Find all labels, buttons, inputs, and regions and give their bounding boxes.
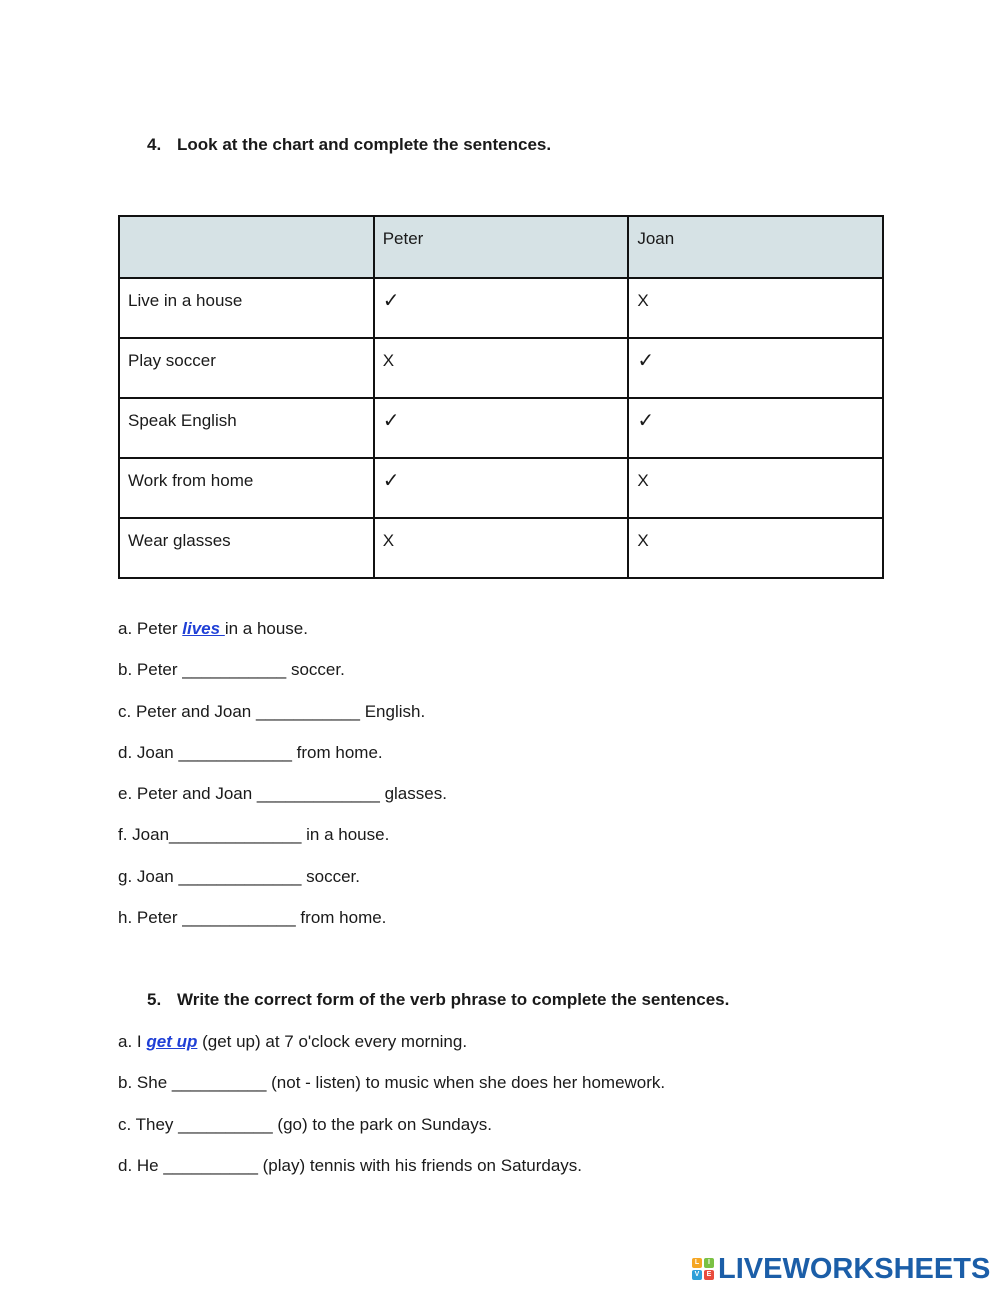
joan-mark: X xyxy=(628,458,883,518)
sentence-text: (get up) at 7 o'clock every morning. xyxy=(197,1032,468,1051)
sentence-5c[interactable]: c. They __________ (go) to the park on Sundays. xyxy=(118,1115,492,1134)
row-label: Speak English xyxy=(119,398,374,458)
joan-mark: ✓ xyxy=(628,338,883,398)
exercise-title: Look at the chart and complete the sentences. xyxy=(177,135,552,154)
peter-mark: X xyxy=(374,518,629,578)
exercise-5-heading xyxy=(147,990,729,1010)
peter-mark: X xyxy=(374,338,629,398)
row-label: Live in a house xyxy=(119,278,374,338)
peter-mark: ✓ xyxy=(374,278,629,338)
answer-field[interactable]: lives xyxy=(182,619,225,638)
table-header-row xyxy=(119,216,883,278)
sentence-4g[interactable]: g. Joan _____________ soccer. xyxy=(118,867,360,886)
table-row xyxy=(119,458,883,518)
logo-text: LIVEWORKSHEETS xyxy=(718,1253,991,1285)
answer-field[interactable]: get up xyxy=(146,1032,198,1051)
table-row xyxy=(119,338,883,398)
logo-icon xyxy=(692,1258,714,1280)
header-cell-empty xyxy=(119,216,374,278)
table-row xyxy=(119,278,883,338)
chart-table xyxy=(118,215,884,579)
joan-mark: X xyxy=(628,518,883,578)
row-label: Play soccer xyxy=(119,338,374,398)
sentence-text: in a house. xyxy=(224,619,308,638)
logo-letter: L xyxy=(692,1258,702,1268)
sentence-text: a. Peter xyxy=(118,619,183,638)
logo-letter: I xyxy=(704,1258,714,1268)
sentence-4a xyxy=(118,619,308,639)
peter-mark: ✓ xyxy=(374,398,629,458)
exercise-title: Write the correct form of the verb phrase to complete the sentences. xyxy=(177,990,730,1009)
header-cell-peter: Peter xyxy=(374,216,629,278)
exercise-number: 5. xyxy=(147,990,162,1009)
sentence-text: a. I xyxy=(118,1032,147,1051)
sentence-5a xyxy=(118,1032,467,1052)
row-label: Work from home xyxy=(119,458,374,518)
sentence-4c[interactable]: c. Peter and Joan ___________ English. xyxy=(118,702,426,721)
exercise-number: 4. xyxy=(147,135,162,154)
row-label: Wear glasses xyxy=(119,518,374,578)
joan-mark: X xyxy=(628,278,883,338)
sentence-5d[interactable]: d. He __________ (play) tennis with his friends on Saturdays. xyxy=(118,1156,582,1175)
sentence-4d[interactable]: d. Joan ____________ from home. xyxy=(118,743,383,762)
sentence-4e[interactable]: e. Peter and Joan _____________ glasses. xyxy=(118,784,447,803)
liveworksheets-logo xyxy=(692,1254,990,1284)
sentence-4f[interactable]: f. Joan______________ in a house. xyxy=(118,825,390,844)
sentence-4b[interactable]: b. Peter ___________ soccer. xyxy=(118,660,345,679)
sentence-5b[interactable]: b. She __________ (not - listen) to music when she does her homework. xyxy=(118,1073,666,1092)
table-row xyxy=(119,518,883,578)
logo-letter: V xyxy=(692,1270,702,1280)
exercise-4-heading xyxy=(147,135,551,155)
joan-mark: ✓ xyxy=(628,398,883,458)
sentence-4h[interactable]: h. Peter ____________ from home. xyxy=(118,908,387,927)
table-row xyxy=(119,398,883,458)
header-cell-joan: Joan xyxy=(628,216,883,278)
peter-mark: ✓ xyxy=(374,458,629,518)
logo-letter: E xyxy=(704,1270,714,1280)
